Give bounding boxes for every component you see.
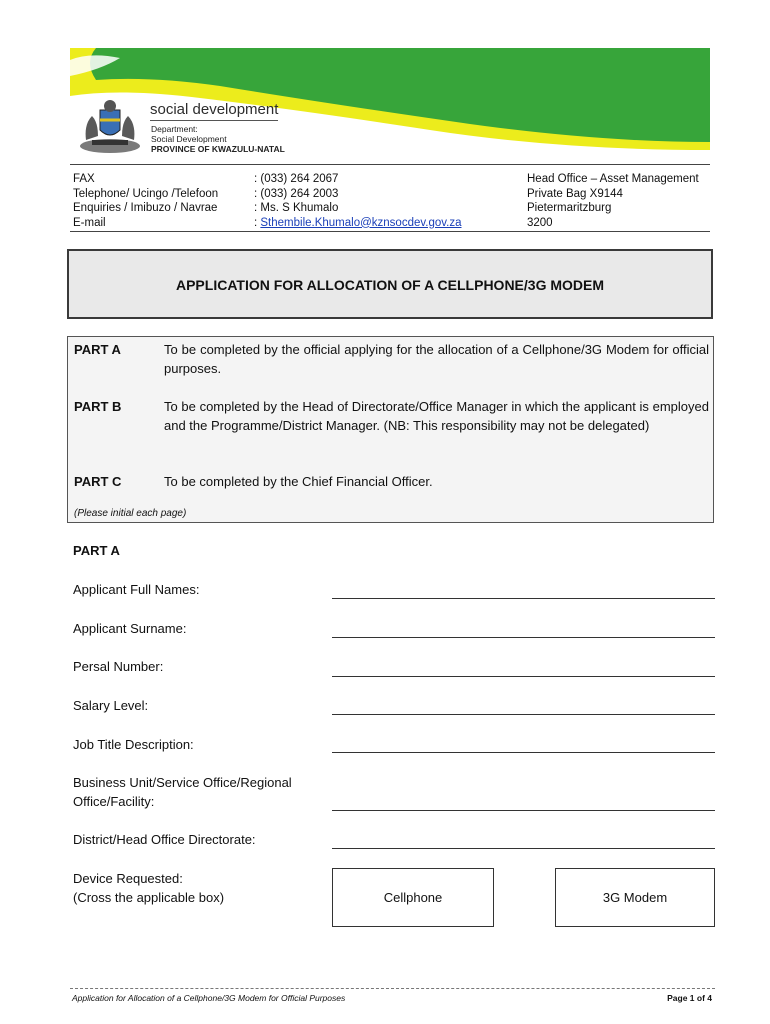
page-number: Page 1 of 4 <box>667 993 712 1003</box>
contact-labels <box>73 172 218 230</box>
district-directorate-label: District/Head Office Directorate: <box>73 832 256 847</box>
enquiries-value: : Ms. S Khumalo <box>254 202 339 214</box>
business-unit-field[interactable] <box>332 810 715 811</box>
address-line-4: 3200 <box>527 216 553 229</box>
job-title-field[interactable] <box>332 752 715 753</box>
business-unit-label: Business Unit/Service Office/Regional Office/Facility: <box>73 775 292 809</box>
header-bottom-rule <box>70 231 710 232</box>
surname-label: Applicant Surname: <box>73 621 187 636</box>
telephone-label: Telephone/ Ucingo /Telefoon <box>73 187 219 200</box>
brand-underline <box>150 120 278 121</box>
cellphone-option-label: Cellphone <box>383 890 443 905</box>
contact-address <box>527 172 699 230</box>
coat-of-arms-logo <box>78 96 142 158</box>
surname-field[interactable] <box>332 637 715 638</box>
title-box <box>67 249 713 319</box>
persal-number-field[interactable] <box>332 676 715 677</box>
full-names-field[interactable] <box>332 598 715 599</box>
district-directorate-field[interactable] <box>332 848 715 849</box>
salary-level-label: Salary Level: <box>73 698 149 713</box>
province-name: PROVINCE OF KWAZULU-NATAL <box>151 144 285 154</box>
header-top-rule <box>70 164 710 165</box>
job-title-label: Job Title Description: <box>73 737 194 752</box>
footer-document-title: Application for Allocation of a Cellphone/3G Modem for Official Purposes <box>72 993 346 1003</box>
fax-label: FAX <box>73 173 95 185</box>
part-b-text: To be completed by the Head of Directorate/Office Manager in which the applicant is employed and the Programme/District Manager. (NB: This responsibility may not be delegated) <box>164 399 709 433</box>
modem-option-box[interactable] <box>555 868 715 927</box>
device-requested-label: Device Requested: <box>73 871 183 886</box>
part-c-text: To be completed by the Chief Financial Officer. <box>164 474 433 489</box>
part-b-label: PART B <box>74 399 122 414</box>
dept-label: Department: <box>151 124 198 134</box>
page-title: APPLICATION FOR ALLOCATION OF A CELLPHONE/3G MODEM <box>175 277 605 293</box>
part-a-text: To be completed by the official applying for the allocation of a Cellphone/3G Modem for official purposes. <box>164 342 709 376</box>
part-a-label: PART A <box>74 342 121 357</box>
brand-title: social development <box>150 101 279 118</box>
full-names-label: Applicant Full Names: <box>73 582 200 597</box>
dept-name: Social Development <box>151 134 227 144</box>
telephone-value: : (033) 264 2003 <box>254 187 339 200</box>
device-instruction-label: (Cross the applicable box) <box>73 890 225 905</box>
initial-note: (Please initial each page) <box>74 508 187 519</box>
salary-level-field[interactable] <box>332 714 715 715</box>
enquiries-label: Enquiries / Imibuzo / Navrae <box>73 202 218 214</box>
footer-rule <box>70 988 715 989</box>
modem-option-label: 3G Modem <box>602 890 668 905</box>
email-prefix: : <box>254 216 261 229</box>
cellphone-option-box[interactable] <box>332 868 494 927</box>
email-link[interactable]: Sthembile.Khumalo@kznsocdev.gov.za <box>260 216 462 229</box>
address-line-1: Head Office – Asset Management <box>527 173 699 185</box>
contact-values <box>254 172 462 230</box>
fax-value: : (033) 264 2067 <box>254 173 339 185</box>
address-line-3: Pietermaritzburg <box>527 202 612 214</box>
persal-number-label: Persal Number: <box>73 659 164 674</box>
part-c-label: PART C <box>74 474 122 489</box>
part-a-heading: PART A <box>73 543 120 558</box>
email-row <box>254 216 462 231</box>
email-label: E-mail <box>73 216 106 229</box>
address-line-2: Private Bag X9144 <box>527 187 623 200</box>
